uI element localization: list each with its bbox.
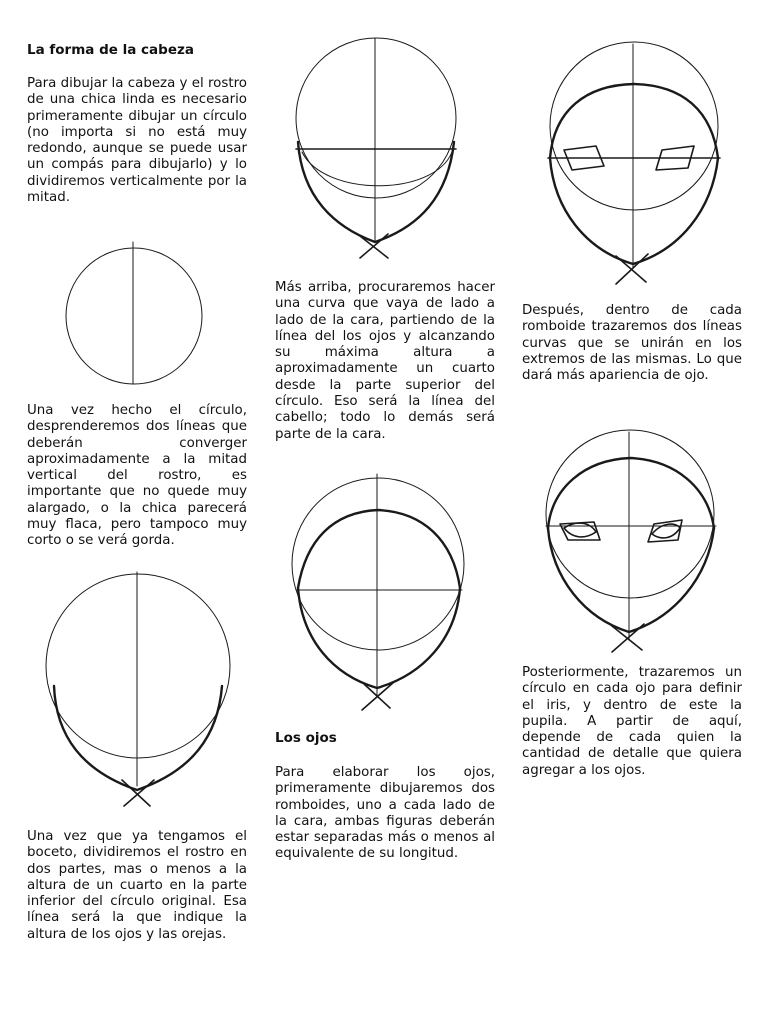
sketch-hairline xyxy=(288,470,478,710)
paragraph-hairline: Más arriba, procuraremos hacer una curva que vaya de lado a lado de la cara, partiendo de la línea del los ojos y alcanzando su máxima altura a aproximadamente un cuarto desde la parte superior del círculo. Eso será la línea del cabello; todo lo demás será parte de la cara. xyxy=(275,280,495,442)
paragraph-eye-curves: Después, dentro de cada romboide trazaremos dos líneas curvas que se unirán en los extremos de las mismas. Lo que dará más apariencia de ojo. xyxy=(522,303,742,384)
paragraph-draw-circle: Para dibujar la cabeza y el rostro de una chica linda es necesario primeramente dibujar un círculo (no importa si no está muy redondo, aunque se puede usar un compás para dibujarlo) y lo dividiremos verticalmente por la mitad. xyxy=(27,76,247,206)
sketch-head-outline xyxy=(42,566,242,816)
paragraph-converging-lines: Una vez hecho el círculo, desprenderemos dos líneas que deberán converger aproximadamente a la mitad vertical del rostro, es importante que no quede muy alargado, o la chica parecerá muy flaca, pero tampoco muy corto o se verá gorda. xyxy=(27,403,247,549)
sketch-rhomboids xyxy=(536,40,736,290)
sketch-circle xyxy=(56,238,216,388)
heading-eyes: Los ojos xyxy=(275,730,337,746)
paragraph-eye-line: Una vez que ya tengamos el boceto, dividiremos el rostro en dos partes, mas o menos a la altura de un cuarto en la parte inferior del círculo original. Esa línea será la que indique la altura de los ojos y las orejas. xyxy=(27,829,247,942)
heading-head-shape: La forma de la cabeza xyxy=(27,42,194,58)
paragraph-rhomboids: Para elaborar los ojos, primeramente dibujaremos dos romboides, uno a cada lado de la cara, ambas figuras deberán estar separadas más o menos al equivalente de su longitud. xyxy=(275,765,495,862)
sketch-eye-curves xyxy=(534,428,734,658)
sketch-eye-line xyxy=(284,32,474,262)
paragraph-iris-pupil: Posteriormente, trazaremos un círculo en cada ojo para definir el iris, y dentro de este la pupila. A partir de aquí, depende de cada quien la cantidad de detalle que quiera agregar a los ojos. xyxy=(522,665,742,778)
